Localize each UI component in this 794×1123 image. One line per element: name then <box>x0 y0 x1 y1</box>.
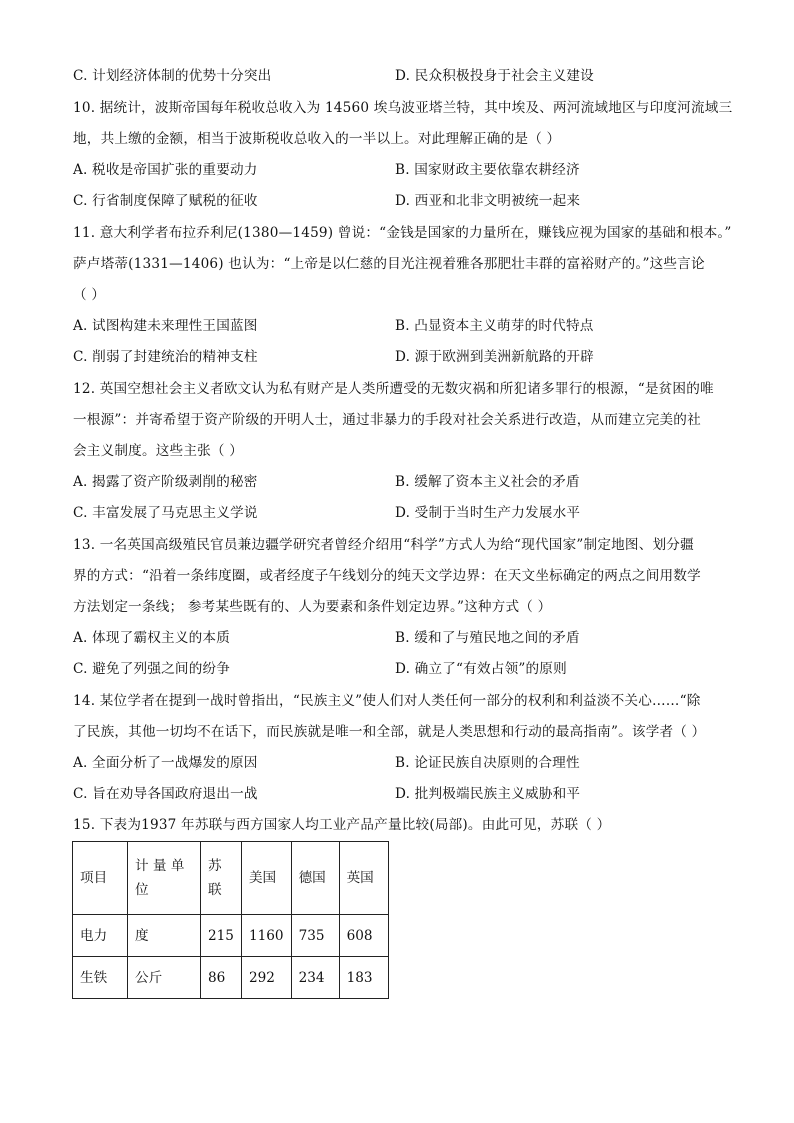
q13-option-d[interactable]: D. 确立了“有效占领”的原则 <box>395 661 567 677</box>
q15-stem-line-1: 15. 下表为1937 年苏联与西方国家人均工业产品产量比较(局部)。由此可见，苏联（ ） <box>73 817 611 833</box>
q11-option-a[interactable]: A. 试图构建未来理性王国蓝图 <box>73 318 258 334</box>
q10-option-d[interactable]: D. 西亚和北非文明被统一起来 <box>395 193 581 209</box>
q13-stem-line-2: 界的方式：“沿着一条纬度圈，或者经度子午线划分的纯天文学边界：在天文坐标确定的两点之间用数学 <box>73 568 701 584</box>
q14-stem-line-1: 14. 某位学者在提到一战时曾指出，“民族主义”使人们对人类任何一部分的权利和利益淡不关心……“除 <box>73 693 701 709</box>
table-header-cell: 计 量 单 位 <box>128 842 201 915</box>
table-cell: 215 <box>201 915 242 957</box>
table-header-cell: 项目 <box>73 842 128 915</box>
table-cell: 292 <box>241 957 291 999</box>
table-row <box>73 915 389 957</box>
q10-option-b[interactable]: B. 国家财政主要依靠农耕经济 <box>395 162 580 178</box>
table-header-cell: 美国 <box>241 842 291 915</box>
q11-stem-line-1: 11. 意大利学者布拉乔利尼(1380—1459) 曾说：“金钱是国家的力量所在，赚钱应视为国家的基础和根本。” <box>73 225 732 241</box>
q12-stem-line-3: 会主义制度。这些主张（ ） <box>73 443 244 459</box>
q10-option-c[interactable]: C. 行省制度保障了赋税的征收 <box>73 193 258 209</box>
table-cell: 生铁 <box>73 957 128 999</box>
q14-option-d[interactable]: D. 批判极端民族主义威胁和平 <box>395 786 581 802</box>
table-header-cell: 德国 <box>291 842 339 915</box>
q12-option-c[interactable]: C. 丰富发展了马克思主义学说 <box>73 505 258 521</box>
q9-option-d[interactable]: D. 民众积极投身于社会主义建设 <box>395 68 594 84</box>
table-cell: 735 <box>291 915 339 957</box>
q12-stem-line-1: 12. 英国空想社会主义者欧文认为私有财产是人类所遭受的无数灾祸和所犯诸多罪行的根源，“是贫困的唯 <box>73 381 714 397</box>
q13-option-c[interactable]: C. 避免了列强之间的纷争 <box>73 661 231 677</box>
table-cell: 86 <box>201 957 242 999</box>
table-row <box>73 957 389 999</box>
table-cell: 电力 <box>73 915 128 957</box>
q14-option-c[interactable]: C. 旨在劝导各国政府退出一战 <box>73 786 258 802</box>
table-cell: 公斤 <box>128 957 201 999</box>
q13-stem-line-3: 方法划定一条线； 参考某些既有的、人为要素和条件划定边界。”这种方式（ ） <box>73 599 552 615</box>
table-header-cell: 苏 联 <box>201 842 242 915</box>
q13-option-a[interactable]: A. 体现了霸权主义的本质 <box>73 630 230 646</box>
table-header-cell: 英国 <box>339 842 388 915</box>
q15-data-table <box>72 841 389 999</box>
q14-option-a[interactable]: A. 全面分析了一战爆发的原因 <box>73 755 258 771</box>
q13-option-b[interactable]: B. 缓和了与殖民地之间的矛盾 <box>395 630 580 646</box>
q12-option-b[interactable]: B. 缓解了资本主义社会的矛盾 <box>395 474 580 490</box>
table-cell: 183 <box>339 957 388 999</box>
q11-option-c[interactable]: C. 削弱了封建统治的精神支柱 <box>73 349 258 365</box>
q11-stem-line-2: 萨卢塔蒂(1331—1406) 也认为：“上帝是以仁慈的目光注视着雅各那肥壮丰群的富裕财产的。”这些言论 <box>73 256 705 272</box>
q12-option-d[interactable]: D. 受制于当时生产力发展水平 <box>395 505 581 521</box>
table-cell: 1160 <box>241 915 291 957</box>
table-header-row <box>73 842 389 915</box>
q10-option-a[interactable]: A. 税收是帝国扩张的重要动力 <box>73 162 258 178</box>
q9-option-c[interactable]: C. 计划经济体制的优势十分突出 <box>73 68 272 84</box>
q11-option-d[interactable]: D. 源于欧洲到美洲新航路的开辟 <box>395 349 594 365</box>
table-cell: 234 <box>291 957 339 999</box>
q14-stem-line-2: 了民族，其他一切均不在话下，而民族就是唯一和全部，就是人类思想和行动的最高指南”。该学者（ ） <box>73 724 706 740</box>
table-cell: 度 <box>128 915 201 957</box>
table-cell: 608 <box>339 915 388 957</box>
q12-option-a[interactable]: A. 揭露了资产阶级剥削的秘密 <box>73 474 258 490</box>
q14-option-b[interactable]: B. 论证民族自决原则的合理性 <box>395 755 580 771</box>
q13-stem-line-1: 13. 一名英国高级殖民官员兼边疆学研究者曾经介绍用“科学”方式人为给“现代国家”制定地图、划分疆 <box>73 537 694 553</box>
q11-stem-line-3: （ ） <box>73 287 106 303</box>
q12-stem-line-2: 一根源”：并寄希望于资产阶级的开明人士，通过非暴力的手段对社会关系进行改造，从而建立完美的社 <box>73 412 701 428</box>
q10-stem-line-2: 地，共上缴的金额，相当于波斯税收总收入的一半以上。对此理解正确的是（ ） <box>73 131 561 147</box>
q11-option-b[interactable]: B. 凸显资本主义萌芽的时代特点 <box>395 318 594 334</box>
q10-stem-line-1: 10. 据统计，波斯帝国每年税收总收入为 14560 埃乌波亚塔兰特，其中埃及、两河流域地区与印度河流域三 <box>73 100 733 116</box>
